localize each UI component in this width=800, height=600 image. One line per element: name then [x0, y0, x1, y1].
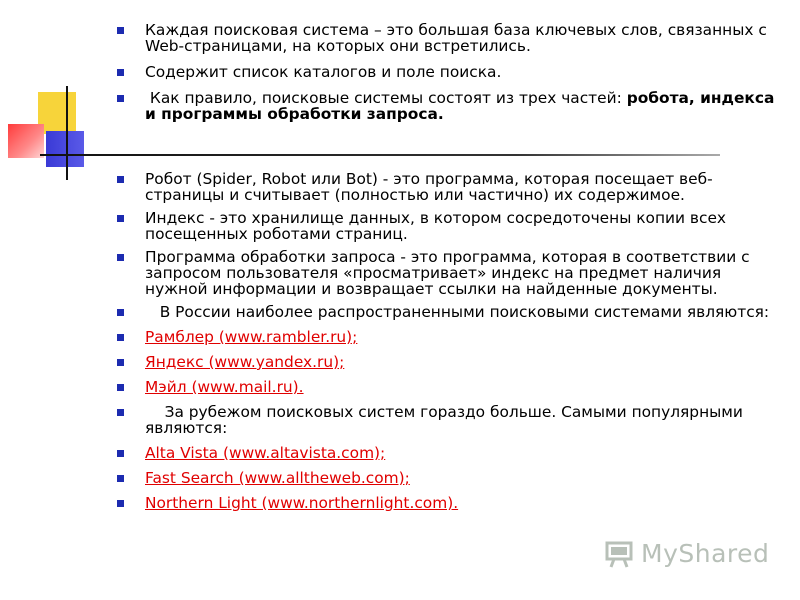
link-altavista[interactable]: Alta Vista (www.altavista.com);: [145, 444, 386, 462]
link-alltheweb[interactable]: Fast Search (www.alltheweb.com);: [145, 469, 410, 487]
link-mail[interactable]: Мэйл (www.mail.ru).: [145, 378, 304, 396]
list-item: [115, 249, 785, 297]
bullet-icon: [117, 176, 124, 183]
bullet-icon: [117, 69, 124, 76]
bullet-list: [115, 14, 785, 511]
list-item: [115, 379, 785, 395]
bullet-icon: [117, 334, 124, 341]
item-text: Индекс - это хранилище данных, в котором сосредоточены копии всех посещенных роботами страниц.: [145, 209, 727, 243]
list-item: [115, 495, 785, 511]
bullet-icon: [117, 215, 124, 222]
list-item: [115, 64, 785, 80]
item-text: Программа обработки запроса - это программа, которая в соответствии с запросом пользователя «просматривает» индекс на предмет наличия нужной информации и возвращает ссылки на найденные документы.: [145, 248, 750, 298]
bullet-icon: [117, 450, 124, 457]
bullet-icon: [117, 254, 124, 261]
list-item: [115, 171, 785, 203]
bullet-icon: [117, 359, 124, 366]
item-text: Содержит список каталогов и поле поиска.: [145, 63, 502, 81]
bullet-icon: [117, 409, 124, 416]
link-northernlight[interactable]: Northern Light (www.northernlight.com).: [145, 494, 459, 512]
list-item: [115, 329, 785, 345]
item-text: В России наиболее распространенными поисковыми системами являются:: [145, 303, 770, 321]
bullet-icon: [117, 475, 124, 482]
presentation-board-icon: [605, 540, 635, 568]
list-item: [115, 90, 785, 122]
list-item: [115, 470, 785, 486]
link-rambler[interactable]: Рамблер (www.rambler.ru);: [145, 328, 358, 346]
bullet-icon: [117, 27, 124, 34]
item-bold-text: робота, индекса и программы обработки запроса.: [145, 89, 775, 123]
vertical-divider: [66, 86, 68, 180]
watermark-logo: [605, 538, 775, 572]
blue-square: [46, 131, 84, 167]
list-item: [115, 354, 785, 370]
logo-text: MyShared: [641, 539, 770, 568]
item-text: За рубежом поисковых систем гораздо больше. Самыми популярными являются:: [145, 403, 748, 437]
list-item: [115, 445, 785, 461]
list-item: [115, 304, 785, 320]
link-yandex[interactable]: Яндекс (www.yandex.ru);: [145, 353, 345, 371]
list-item: [115, 404, 785, 436]
list-item: [115, 22, 785, 54]
bullet-icon: [117, 500, 124, 507]
item-text: Каждая поисковая система – это большая база ключевых слов, связанных с Web-страницами, на которых они встретились.: [145, 21, 767, 55]
item-text: Как правило, поисковые системы состоят из трех частей:: [145, 89, 627, 107]
decorative-squares: [0, 0, 120, 190]
item-text: Робот (Spider, Robot или Bot) - это программа, которая посещает веб-страницы и считывает (полностью или частично) их содержимое.: [145, 170, 713, 204]
red-square: [8, 124, 44, 158]
bullet-icon: [117, 384, 124, 391]
list-item: [115, 210, 785, 242]
bullet-icon: [117, 309, 124, 316]
bullet-icon: [117, 95, 124, 102]
